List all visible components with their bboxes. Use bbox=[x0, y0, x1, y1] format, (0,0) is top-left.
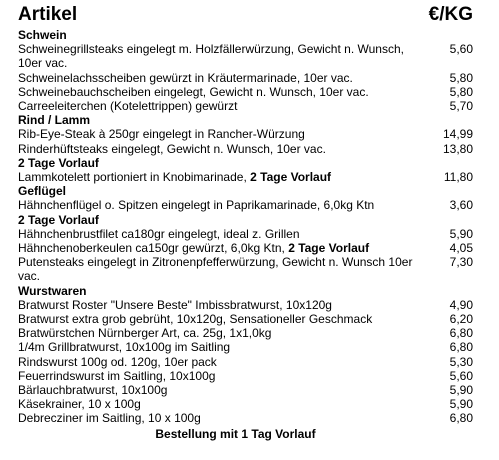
article-row bbox=[18, 227, 473, 241]
article-text: Schweinelachsscheiben gewürzt in Kräutermarinade, 10er vac. bbox=[18, 70, 353, 85]
lead-time-note: 2 Tage Vorlauf bbox=[250, 170, 332, 185]
article-price: 5,30 bbox=[449, 354, 473, 369]
article-price: 4,90 bbox=[449, 297, 473, 312]
article-row bbox=[18, 355, 473, 369]
article-row bbox=[18, 241, 473, 255]
article-row bbox=[18, 383, 473, 397]
article-description bbox=[18, 71, 427, 85]
article-text: Rinderhüftsteaks eingelegt, Gewicht n. Wunsch, 10er vac. bbox=[18, 141, 326, 156]
article-row bbox=[18, 213, 473, 227]
article-description bbox=[18, 312, 427, 326]
article-price: 5,80 bbox=[449, 84, 473, 99]
article-text: Lammkotelett portioniert in Knobimarinade, bbox=[18, 170, 247, 185]
article-price: 5,90 bbox=[449, 383, 473, 398]
article-price: 5,70 bbox=[449, 99, 473, 114]
article-description bbox=[18, 369, 427, 383]
article-description bbox=[18, 397, 427, 411]
article-text: 1/4m Grillbratwurst, 10x100g im Saitling bbox=[18, 340, 231, 355]
article-text: Käsekrainer, 10 x 100g bbox=[18, 397, 141, 412]
list-header bbox=[18, 4, 473, 28]
article-row bbox=[18, 397, 473, 411]
article-price: 6,80 bbox=[449, 411, 473, 426]
article-description bbox=[18, 99, 427, 113]
article-row bbox=[18, 156, 473, 170]
article-text: Hähnchenbrustfilet ca180gr eingelegt, ideal z. Grillen bbox=[18, 226, 300, 241]
article-description bbox=[18, 85, 427, 99]
section-heading: Schwein bbox=[18, 28, 67, 42]
article-text: Bärlauchbratwurst, 10x100g bbox=[18, 383, 168, 398]
article-price: 5,60 bbox=[449, 42, 473, 57]
article-row bbox=[18, 312, 473, 326]
article-text: 2 Tage Vorlauf bbox=[18, 155, 99, 170]
article-price: 14,99 bbox=[442, 127, 473, 142]
article-row bbox=[18, 340, 473, 354]
article-row bbox=[18, 85, 473, 99]
article-description bbox=[18, 142, 427, 156]
article-price: 4,05 bbox=[449, 241, 473, 256]
lead-time-note: 2 Tage Vorlauf bbox=[288, 241, 370, 256]
article-text: Feuerrindswurst im Saitling, 10x100g bbox=[18, 368, 216, 383]
order-notice: Bestellung mit 1 Tag Vorlauf bbox=[155, 426, 316, 441]
article-description bbox=[18, 255, 427, 283]
price-list bbox=[18, 4, 473, 441]
article-price: 7,30 bbox=[449, 255, 473, 270]
article-row bbox=[18, 411, 473, 425]
article-row bbox=[18, 298, 473, 312]
article-text: Bratwurst extra grob gebrüht, 10x120g, Sensationeller Geschmack bbox=[18, 312, 373, 327]
article-text: Debrecziner im Saitling, 10 x 100g bbox=[18, 411, 201, 426]
article-description bbox=[18, 42, 427, 70]
section-heading: Rind / Lamm bbox=[18, 113, 91, 128]
article-row bbox=[18, 170, 473, 184]
article-price: 13,80 bbox=[442, 141, 473, 156]
article-price: 5,90 bbox=[449, 397, 473, 412]
article-description bbox=[18, 213, 427, 227]
article-text: Putensteaks eingelegt in Zitronenpfefferwürzung, Gewicht n. Wunsch 10er vac. bbox=[18, 255, 413, 284]
article-row bbox=[18, 255, 473, 283]
article-price: 6,20 bbox=[449, 312, 473, 327]
article-text: Schweinegrillsteaks eingelegt m. Holzfällerwürzung, Gewicht n. Wunsch, 10er vac. bbox=[18, 42, 404, 71]
article-description bbox=[18, 298, 427, 312]
article-price: 5,90 bbox=[449, 226, 473, 241]
article-row bbox=[18, 71, 473, 85]
column-title-article: Artikel bbox=[18, 4, 78, 25]
article-text: Hähnchenflügel o. Spitzen eingelegt in Paprikamarinade, 6,0kg Ktn bbox=[18, 198, 375, 213]
article-text: Rindswurst 100g od. 120g, 10er pack bbox=[18, 354, 217, 369]
article-text: Carreeleiterchen (Kotelettrippen) gewürzt bbox=[18, 99, 238, 114]
article-row bbox=[18, 42, 473, 70]
section-heading: Geflügel bbox=[18, 184, 67, 199]
article-row bbox=[18, 99, 473, 113]
article-text: Hähnchenoberkeulen ca150gr gewürzt, 6,0kg Ktn, bbox=[18, 241, 285, 256]
article-price: 3,60 bbox=[449, 198, 473, 213]
article-price: 11,80 bbox=[443, 170, 473, 185]
article-price: 5,80 bbox=[449, 70, 473, 85]
article-text: 2 Tage Vorlauf bbox=[18, 212, 99, 227]
article-description bbox=[18, 411, 427, 425]
article-row bbox=[18, 369, 473, 383]
article-price: 6,80 bbox=[449, 326, 473, 341]
article-description bbox=[18, 227, 427, 241]
article-text: Bratwurst Roster "Unsere Beste" Imbissbratwurst, 10x120g bbox=[18, 297, 332, 312]
article-row bbox=[18, 142, 473, 156]
article-row bbox=[18, 326, 473, 340]
article-description bbox=[18, 383, 427, 397]
section-heading: Wurstwaren bbox=[18, 283, 87, 298]
article-text: Rib-Eye-Steak à 250gr eingelegt in Rancher-Würzung bbox=[18, 127, 305, 142]
article-description bbox=[18, 340, 427, 354]
article-price: 6,80 bbox=[449, 340, 473, 355]
article-row bbox=[18, 198, 473, 212]
article-description bbox=[18, 170, 427, 184]
column-title-price-unit: €/KG bbox=[428, 4, 473, 25]
article-text: Schweinebauchscheiben eingelegt, Gewicht n. Wunsch, 10er vac. bbox=[18, 84, 369, 99]
article-description bbox=[18, 198, 427, 212]
article-list bbox=[18, 28, 473, 426]
article-description bbox=[18, 241, 427, 255]
article-description bbox=[18, 355, 427, 369]
article-description bbox=[18, 326, 427, 340]
article-row bbox=[18, 127, 473, 141]
article-text: Bratwürstchen Nürnberger Art, ca. 25g, 1x1,0kg bbox=[18, 326, 272, 341]
article-description bbox=[18, 127, 427, 141]
article-price: 5,60 bbox=[449, 368, 473, 383]
article-description bbox=[18, 156, 427, 170]
